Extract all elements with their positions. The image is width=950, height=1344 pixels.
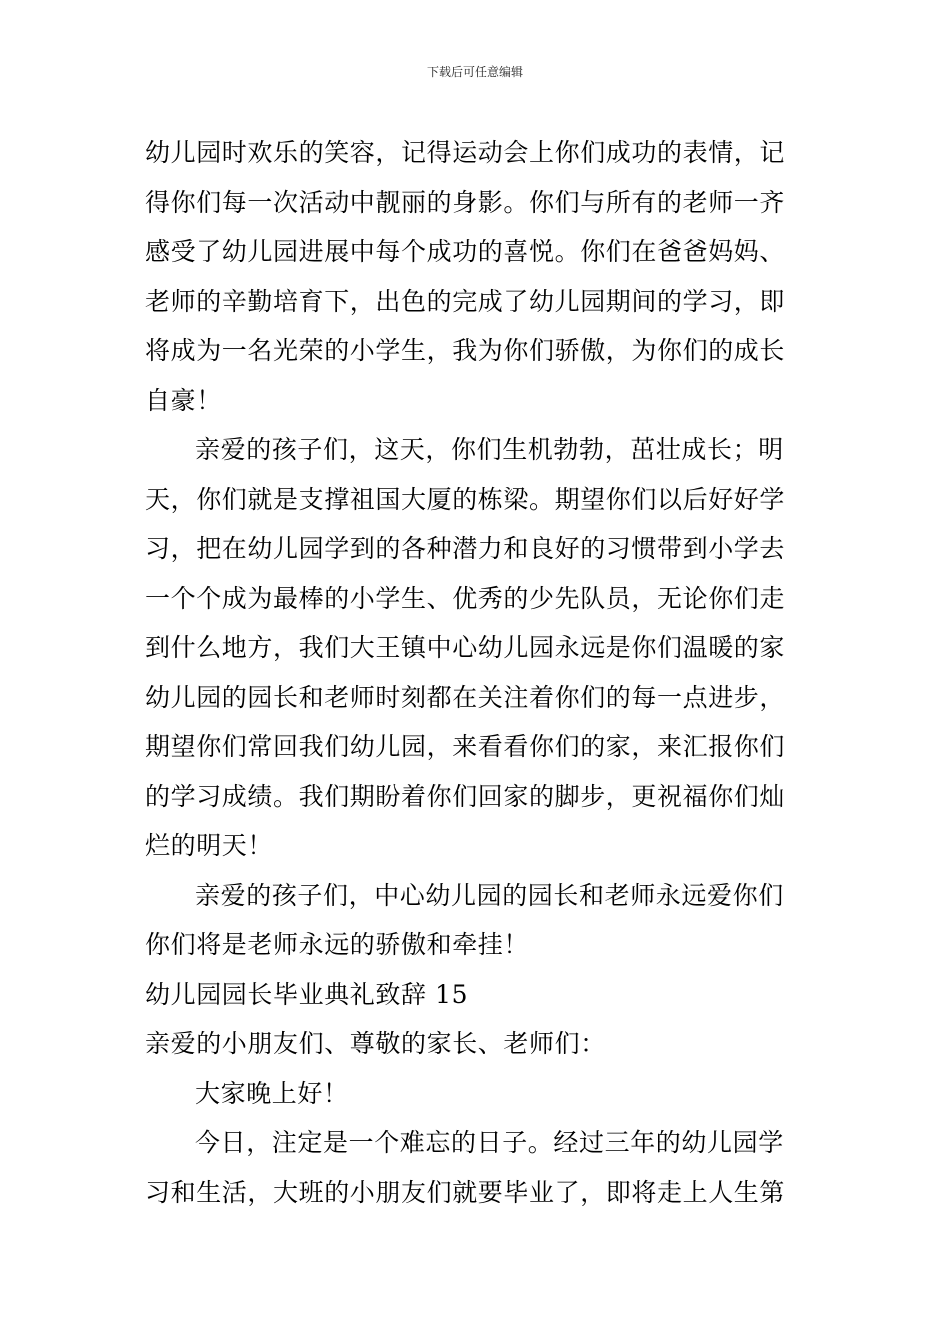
text-line: 自豪！: [145, 385, 222, 415]
text-line: 幼儿园时欢乐的笑容，记得运动会上你们成功的表情，记: [145, 138, 786, 167]
section-title: 幼儿园园长毕业典礼致辞 15: [145, 979, 469, 1009]
text-line: 将成为一名光荣的小学生，我为你们骄傲，为你们的成长: [145, 336, 786, 365]
text-line: 烂的明天！: [145, 831, 274, 860]
text-line: 亲爱的孩子们，这天，你们生机勃勃，茁壮成长；明: [195, 435, 784, 464]
greeting: 大家晚上好！: [195, 1078, 349, 1108]
text-line: 习，把在幼儿园学到的各种潜力和良好的习惯带到小学去: [145, 534, 786, 563]
text-line: 老师的辛勤培育下，出色的完成了幼儿园期间的学习，即: [145, 286, 786, 316]
text-line: 期望你们常回我们幼儿园，来看看你们的家，来汇报你们: [145, 732, 786, 761]
text-line: 亲爱的孩子们，中心幼儿园的园长和老师永远爱你们: [195, 880, 784, 910]
text-line: 一个个成为最棒的小学生、优秀的少先队员，无论你们走: [145, 583, 786, 613]
text-line: 感受了幼儿园进展中每个成功的喜悦。你们在爸爸妈妈、: [145, 237, 786, 266]
text-line: 的学习成绩。我们期盼着你们回家的脚步，更祝福你们灿: [145, 781, 786, 811]
salutation: 亲爱的小朋友们、尊敬的家长、老师们：: [145, 1029, 606, 1058]
page-header: 下载后可任意编辑: [426, 65, 523, 79]
text-line: 得你们每一次活动中靓丽的身影。你们与所有的老师一齐: [145, 187, 786, 217]
document-body: [145, 128, 810, 1217]
text-line: 天，你们就是支撑祖国大厦的栋梁。期望你们以后好好学: [145, 484, 786, 514]
text-line: 到什么地方，我们大王镇中心幼儿园永远是你们温暖的家: [145, 633, 786, 662]
text-line: 习和生活，大班的小朋友们就要毕业了，即将走上人生第: [145, 1177, 786, 1207]
text-line: 幼儿园的园长和老师时刻都在关注着你们的每一点进步，: [145, 682, 786, 712]
text-line: 今日，注定是一个难忘的日子。经过三年的幼儿园学: [195, 1128, 784, 1157]
text-line: 你们将是老师永远的骄傲和牵挂！: [145, 930, 530, 959]
